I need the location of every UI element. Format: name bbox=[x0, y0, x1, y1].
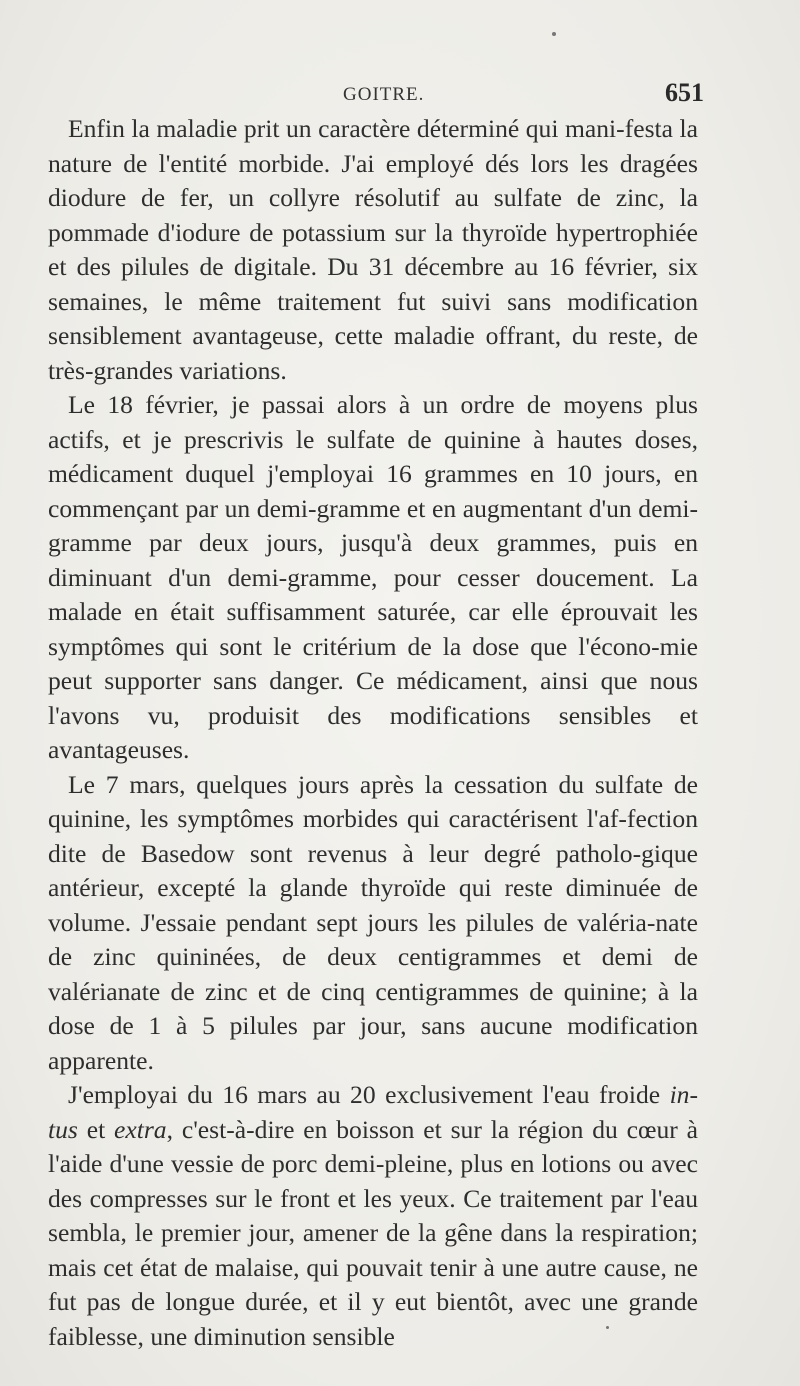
paragraph-1: Enfin la maladie prit un caractère déterminé qui mani-festa la nature de l'entité morbide. J'ai employé dés lors les dragées diodure de fer, un collyre résolutif au sulfate de zinc, la pommade d'iodure de potassium sur la thyroïde hypertrophiée et des pilules de digitale. Du 31 décembre au 16 février, six semaines, le même traitement fut suivi sans modification sensiblement avantageuse, cette maladie offrant, du reste, de très-grandes variations. bbox=[48, 114, 698, 385]
paragraph-2: Le 18 février, je passai alors à un ordre de moyens plus actifs, et je prescrivis le sulfate de quinine à hautes doses, médicament duquel j'employai 16 grammes en 10 jours, en commençant par un demi-gramme et en augmentant d'un demi-gramme par deux jours, jusqu'à deux grammes, puis en diminuant d'un demi-gramme, pour cesser doucement. La malade en était suffisamment saturée, car elle éprouvait les symptômes qui sont le critérium de la dose que l'écono-mie peut supporter sans danger. Ce médicament, ainsi que nous l'avons vu, produisit des modifications sensibles et avantageuses. bbox=[48, 390, 698, 764]
paragraph-4-text-after: , c'est-à-dire en boisson et sur la région du cœur à l'aide d'une vessie de porc demi-pleine, plus en lotions ou avec des compresses sur le front et les yeux. Ce traitement par l'eau sembla, le premier jour, amener de la gêne dans la respiration; mais cet état de malaise, qui pouvait tenir à une autre cause, ne fut pas de longue durée, et il y eut bientôt, avec une grande faiblesse, une diminution sensible bbox=[48, 1114, 698, 1351]
body-text bbox=[48, 112, 698, 1354]
paragraph-4-text-middle: et bbox=[77, 1114, 115, 1144]
page-number: 651 bbox=[665, 78, 704, 107]
paragraph-4-italic-extra: extra bbox=[114, 1114, 167, 1144]
paragraph-3: Le 7 mars, quelques jours après la cessation du sulfate de quinine, les symptômes morbides qui caractérisent l'af-fection dite de Basedow sont revenus à leur degré patholo-gique antérieur, excepté la glande thyroïde qui reste diminuée de volume. J'essaie pendant sept jours les pilules de valéria-nate de zinc quininées, de deux centigrammes et demi de valérianate de zinc et de cinq centigrammes de quinine; à la dose de 1 à 5 pilules par jour, sans aucune modification apparente. bbox=[48, 769, 698, 1075]
page-header bbox=[48, 78, 704, 112]
paper-speck bbox=[552, 32, 556, 36]
running-title: GOITRE. bbox=[343, 84, 425, 105]
paragraph-4-italic-intus: in-tus bbox=[48, 1080, 698, 1144]
paragraph-4 bbox=[48, 1078, 698, 1354]
paragraph-4-text-before: J'employai du 16 mars au 20 exclusivement l'eau froide bbox=[68, 1080, 670, 1109]
paper-speck bbox=[606, 1326, 609, 1329]
